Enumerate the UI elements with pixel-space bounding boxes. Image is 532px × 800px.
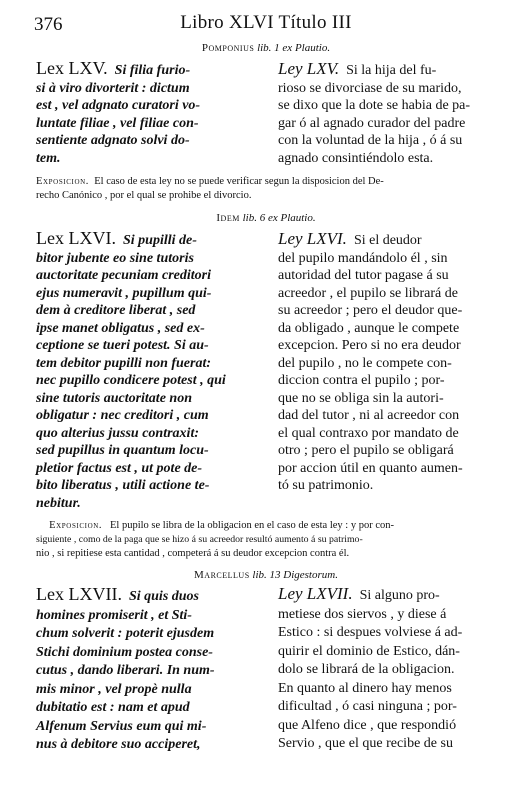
exposicion-line: recho Canónico , por el qual se prohibe el divorcio. [36, 190, 252, 201]
spanish-line: con la voluntad de la hija , ó á su [278, 133, 463, 148]
latin-line: sentiente adgnato solvi do- [36, 133, 190, 148]
spanish-line: se dixo que la dote se habia de pa- [278, 98, 471, 113]
ley-heading: Ley LXVII. [278, 584, 353, 603]
latin-line: Si filia furio- [114, 63, 191, 78]
latin-line: dubitatio est : nam et apud [36, 700, 190, 715]
spanish-line: En quanto al dinero hay menos [278, 680, 452, 696]
latin-line: nebitur. [36, 495, 81, 511]
latin-line: cutus , dando liberari. In num- [36, 663, 215, 678]
latin-line: luntate filiae , vel filiae con- [36, 115, 199, 131]
exposicion-line: Exposicion. El pupilo se libra de la obligacion en el caso de esta ley : y por con- [49, 520, 394, 531]
latin-line: si à viro divorterit : dictum [36, 80, 190, 96]
spanish-line: tó su patrimonio. [278, 478, 374, 493]
spanish-line: Si la hija del fu- [346, 63, 437, 78]
spanish-line: su acreedor ; pero el deudor que- [278, 303, 463, 318]
latin-text-lex-67 [36, 585, 262, 755]
spanish-text-ley-67 [278, 585, 490, 754]
source-citation [0, 569, 532, 581]
spanish-line: quirir el dominio de Estico, dán- [278, 643, 460, 659]
source-citation [0, 42, 532, 54]
lex-heading: Lex LXV. [36, 58, 108, 78]
spanish-first-line [278, 60, 490, 80]
source-ref: lib. 13 Digestorum. [252, 569, 338, 581]
source-author: Marcellus [194, 569, 250, 581]
source-author: Pomponius [201, 42, 255, 54]
spanish-line: agnado consintiéndolo esta. [278, 150, 434, 166]
latin-text-lex-65 [36, 60, 262, 167]
latin-line: pletior factus est , ut pote de- [36, 460, 203, 476]
latin-first-line: Lex LXVII. Si quis duos [36, 584, 200, 604]
exposicion-label: Exposicion. [36, 176, 89, 187]
spanish-line: dad del tutor , ni al acreedor con [278, 408, 460, 423]
spanish-line: Estico : si despues volviese á ad- [278, 625, 463, 640]
spanish-line: acreedor , el pupilo se librará de [278, 285, 458, 301]
exposicion-line: siguiente , como de la paga que se hizo á su acreedor resultó aumento á su patrimo- [36, 534, 363, 545]
running-title: Libro XLVI Título III [180, 12, 352, 33]
spanish-line: del pupilo mandándolo él , sin [278, 250, 448, 266]
exposicion-line: nio , si repitiese esta cantidad , competerá á su deudor excepcion contra él. [36, 548, 350, 559]
spanish-line: da obligado , aunque le compete [278, 320, 460, 336]
spanish-first-line: Ley LXVII. Si alguno pro- [278, 584, 440, 603]
latin-line: sed pupillus in quantum locu- [36, 443, 209, 458]
spanish-line: del pupilo , no le compete con- [278, 355, 452, 371]
latin-line: bitor jubente eo sine tutoris [36, 250, 194, 266]
latin-line: homines promiserit , et Sti- [36, 607, 192, 623]
spanish-line: dolo se librará de la obligacion. [278, 662, 455, 677]
lex-heading: Lex LXVII. [36, 584, 122, 604]
spanish-line: el qual contraxo por mandato de [278, 425, 459, 441]
source-ref: lib. 6 ex Plautio. [242, 212, 316, 224]
spanish-line: metiese dos siervos , y diese á [278, 606, 447, 622]
latin-line: est , vel adgnato curatori vo- [36, 98, 201, 113]
exposicion-label: Exposicion. [49, 520, 103, 531]
latin-line: ceptione se tueri potest. Si au- [36, 338, 209, 353]
spanish-line: que no se obliga sin la autori- [278, 390, 444, 406]
latin-line: Stichi dominium postea conse- [36, 644, 213, 660]
spanish-text-ley-65 [278, 60, 490, 167]
spanish-line: otro ; pero el pupilo se obligará [278, 443, 454, 458]
spanish-first-line: Ley LXVI. Si el deudor [278, 229, 422, 248]
latin-line: tem. [36, 150, 61, 166]
exposicion-line: Exposicion. El caso de esta ley no se puede verificar segun la disposicion del De- [36, 176, 384, 187]
spanish-line: diccion contra el pupilo ; por- [278, 373, 445, 388]
lex-heading: Lex LXVI. [36, 228, 116, 248]
latin-line: mis minor , vel propè nulla [36, 681, 192, 697]
page-number: 376 [34, 14, 63, 35]
spanish-line: Servio , que el que recibe de su [278, 736, 453, 751]
latin-line: Alfenum Servius eum qui mi- [36, 718, 207, 734]
latin-line: dem à creditore liberat , sed [36, 303, 196, 318]
spanish-line: dificultad , ó casi ninguna ; por- [278, 699, 457, 714]
exposicion-note [36, 175, 490, 203]
spanish-line: autoridad del tutor pagase á su [278, 268, 449, 283]
latin-first-line: Lex LXVI. Si pupilli de- [36, 228, 197, 248]
exposicion-note [36, 519, 490, 561]
spanish-text-ley-66 [278, 230, 490, 495]
latin-line: ipse manet obligatus , sed ex- [36, 320, 205, 336]
latin-line: auctoritate pecuniam creditori [36, 268, 211, 283]
latin-line: tem debitor pupilli non fuerat: [36, 355, 212, 371]
spanish-line: excepcion. Pero si no era deudor [278, 338, 461, 353]
latin-line: obligatur : nec creditori , cum [36, 408, 209, 423]
spanish-line: que Alfeno dice , que respondió [278, 717, 457, 733]
source-ref: lib. 1 ex Plautio. [257, 42, 331, 54]
latin-line: chum solverit : poterit ejusdem [36, 626, 215, 641]
latin-first-line [36, 60, 262, 80]
latin-line: nec pupillo condicere potest , qui [36, 373, 226, 388]
source-citation [0, 212, 532, 224]
source-author: Idem [216, 212, 240, 224]
latin-line: quo alterius jussu contraxit: [36, 425, 199, 441]
ley-heading: Ley LXVI. [278, 229, 347, 248]
spanish-line: gar ó al agnado curador del padre [278, 115, 466, 131]
latin-line: ejus numeravit , pupillum qui- [36, 285, 212, 301]
spanish-line: por accion útil en quanto aumen- [278, 460, 463, 476]
latin-text-lex-66 [36, 230, 262, 512]
latin-line: nus à debitore suo acciperet, [36, 737, 201, 752]
spanish-line: rioso se divorciase de su marido, [278, 80, 462, 96]
latin-line: sine tutoris auctoritate non [36, 390, 192, 406]
ley-heading: Ley LXV. [278, 59, 340, 78]
latin-line: bito liberatus , utili actione te- [36, 478, 210, 493]
